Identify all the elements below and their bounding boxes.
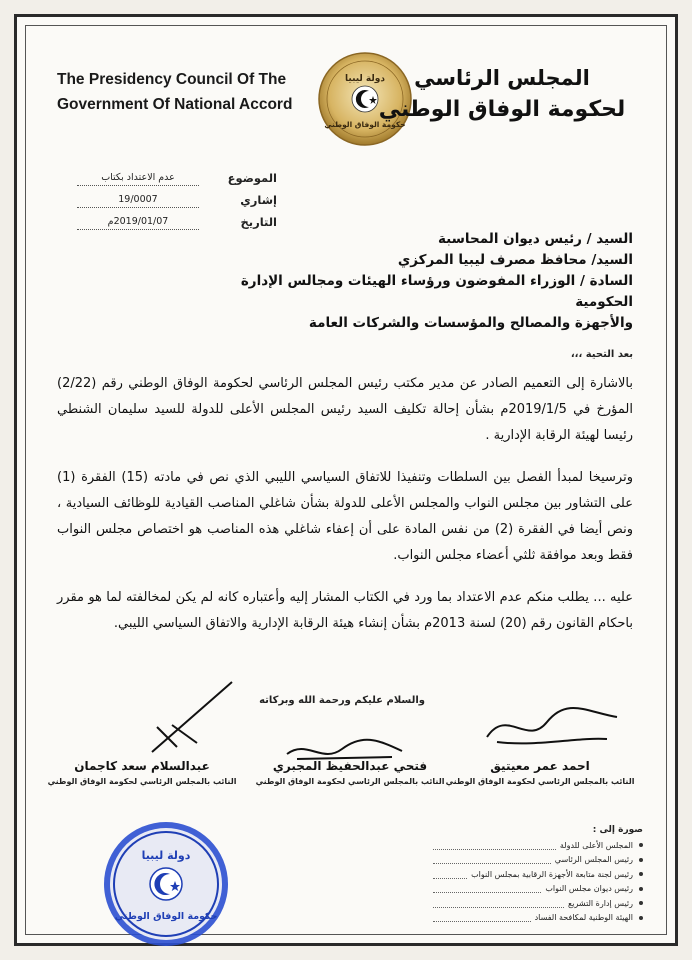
signature-mark-kajman <box>137 677 237 757</box>
arabic-header-line-2: لحكومة الوفاق الوطني <box>378 97 626 122</box>
body-paragraph: بالاشارة إلى التعميم الصادر عن مدير مكتب رئيس المجلس الرئاسي لحكومة الوفاق الوطني رقم (2/22) المؤرخ في 2019/1/5م بشأن إحالة تكليف السيد رئيس المجلس الأعلى للدولة للسيد سليمان الشنطي رئيسا لهيئة الرقابة الإدارية . <box>57 376 633 443</box>
signatory-name: احمد عمر معيتيق <box>490 759 590 773</box>
signatory-name: عبدالسلام سعد كاجمان <box>74 759 210 773</box>
stamp-top-text: دولة ليبيا <box>141 849 191 862</box>
copies-to-title: صورة إلى : <box>592 825 643 835</box>
signatory-title: النائب بالمجلس الرئاسي لحكومة الوفاق الوطني <box>255 777 445 786</box>
date-value: 2019/01/07م <box>77 215 199 230</box>
signatory-title: النائب بالمجلس الرئاسي لحكومة الوفاق الوطني <box>445 777 635 786</box>
subject-value: عدم الاعتداد بكتاب <box>77 171 199 186</box>
letter-body <box>57 371 633 653</box>
copy-recipient: الهيئة الوطنية لمكافحة الفساد <box>433 911 643 926</box>
english-header-line-2: Government Of National Accord <box>57 96 293 113</box>
greeting: بعد التحية ،،، <box>570 349 633 360</box>
bullet-icon <box>639 843 643 847</box>
arabic-header-line-1: المجلس الرئاسي <box>414 66 590 90</box>
copies-to-block <box>433 825 643 925</box>
english-letterhead <box>57 67 307 117</box>
bullet-icon <box>639 887 643 891</box>
addressee-line: السيد / رئيس ديوان المحاسبة <box>437 231 633 247</box>
date-label: التاريخ <box>240 215 277 229</box>
signatory-name: فتحي عبدالحفيظ المجبري <box>272 759 428 773</box>
bullet-icon <box>639 858 643 862</box>
subject-label: الموضوع <box>227 171 277 185</box>
copy-recipient: رئيس ديوان مجلس النواب <box>433 882 643 897</box>
body-paragraph: عليه ... يطلب منكم عدم الاعتداد بما ورد في الكتاب المشار إليه وأعتباره كانه لم يكن لمخالفته لما هو مقرر باحكام القانون رقم (20) لسنة 2013م بشأن إنشاء هيئة الرقابة الإدارية والاتفاق السياسي الليبي. <box>57 590 633 631</box>
signatory-title: النائب بالمجلس الرئاسي لحكومة الوفاق الوطني <box>47 777 237 786</box>
body-paragraph: وترسيخا لمبدأ الفصل بين السلطات وتنفيذا للاتفاق السياسي الليبي الذي نص في مادته (15) الفقرة (1) على التشاور بين مجلس النواب والمجلس الأعلى للدولة بشأن شاغلي المناصب القيادية للوظائف السيادية ، ونص أيضا في الفقرة (2) من نفس المادة على أن إعفاء شاغلي هذه المناصب هو اختصاص مجلس النواب فقط وبعد موافقة ثلثي أعضاء مجلس النواب. <box>57 470 633 563</box>
closing-salutation: والسلام عليكم ورحمة الله وبركاته <box>259 695 425 706</box>
logo-top-text: دولة ليبيا <box>345 74 385 84</box>
signature-mark-maiteeq <box>477 697 627 757</box>
signatory-1 <box>445 757 635 789</box>
english-header-line-1: The Presidency Council Of The <box>57 71 287 88</box>
letter-page <box>14 14 678 946</box>
reference-label: إشاري <box>240 193 277 207</box>
copy-recipient: المجلس الأعلى للدولة <box>433 838 643 853</box>
stamp-bottom-text: حكومة الوفاق الوطني <box>114 911 218 922</box>
official-blue-stamp <box>101 819 231 949</box>
copy-recipient: رئيس المجلس الرئاسي <box>433 853 643 868</box>
copy-recipient: رئيس إدارة التشريع <box>433 896 643 911</box>
reference-value: 19/0007 <box>77 193 199 208</box>
signatory-2 <box>255 757 445 789</box>
addressees-block <box>193 229 633 334</box>
addressee-line: والأجهزة والمصالح والمؤسسات والشركات العامة <box>308 315 633 331</box>
bullet-icon <box>639 872 643 876</box>
arabic-letterhead <box>377 63 627 127</box>
copy-recipient: رئيس لجنة متابعة الأجهزة الرقابية بمجلس النواب <box>433 867 643 882</box>
bullet-icon <box>639 916 643 920</box>
reference-row <box>77 189 277 211</box>
reference-block <box>77 167 277 233</box>
bullet-icon <box>639 901 643 905</box>
signatory-3 <box>47 757 237 789</box>
addressee-line: السادة / الوزراء المفوضون ورؤساء الهيئات ومجالس الإدارة الحكومية <box>240 273 633 310</box>
addressee-line: السيد/ محافظ مصرف ليبيا المركزي <box>397 252 633 268</box>
logo-bottom-text: حكومة الوفاق الوطني <box>324 120 406 129</box>
subject-row <box>77 167 277 189</box>
